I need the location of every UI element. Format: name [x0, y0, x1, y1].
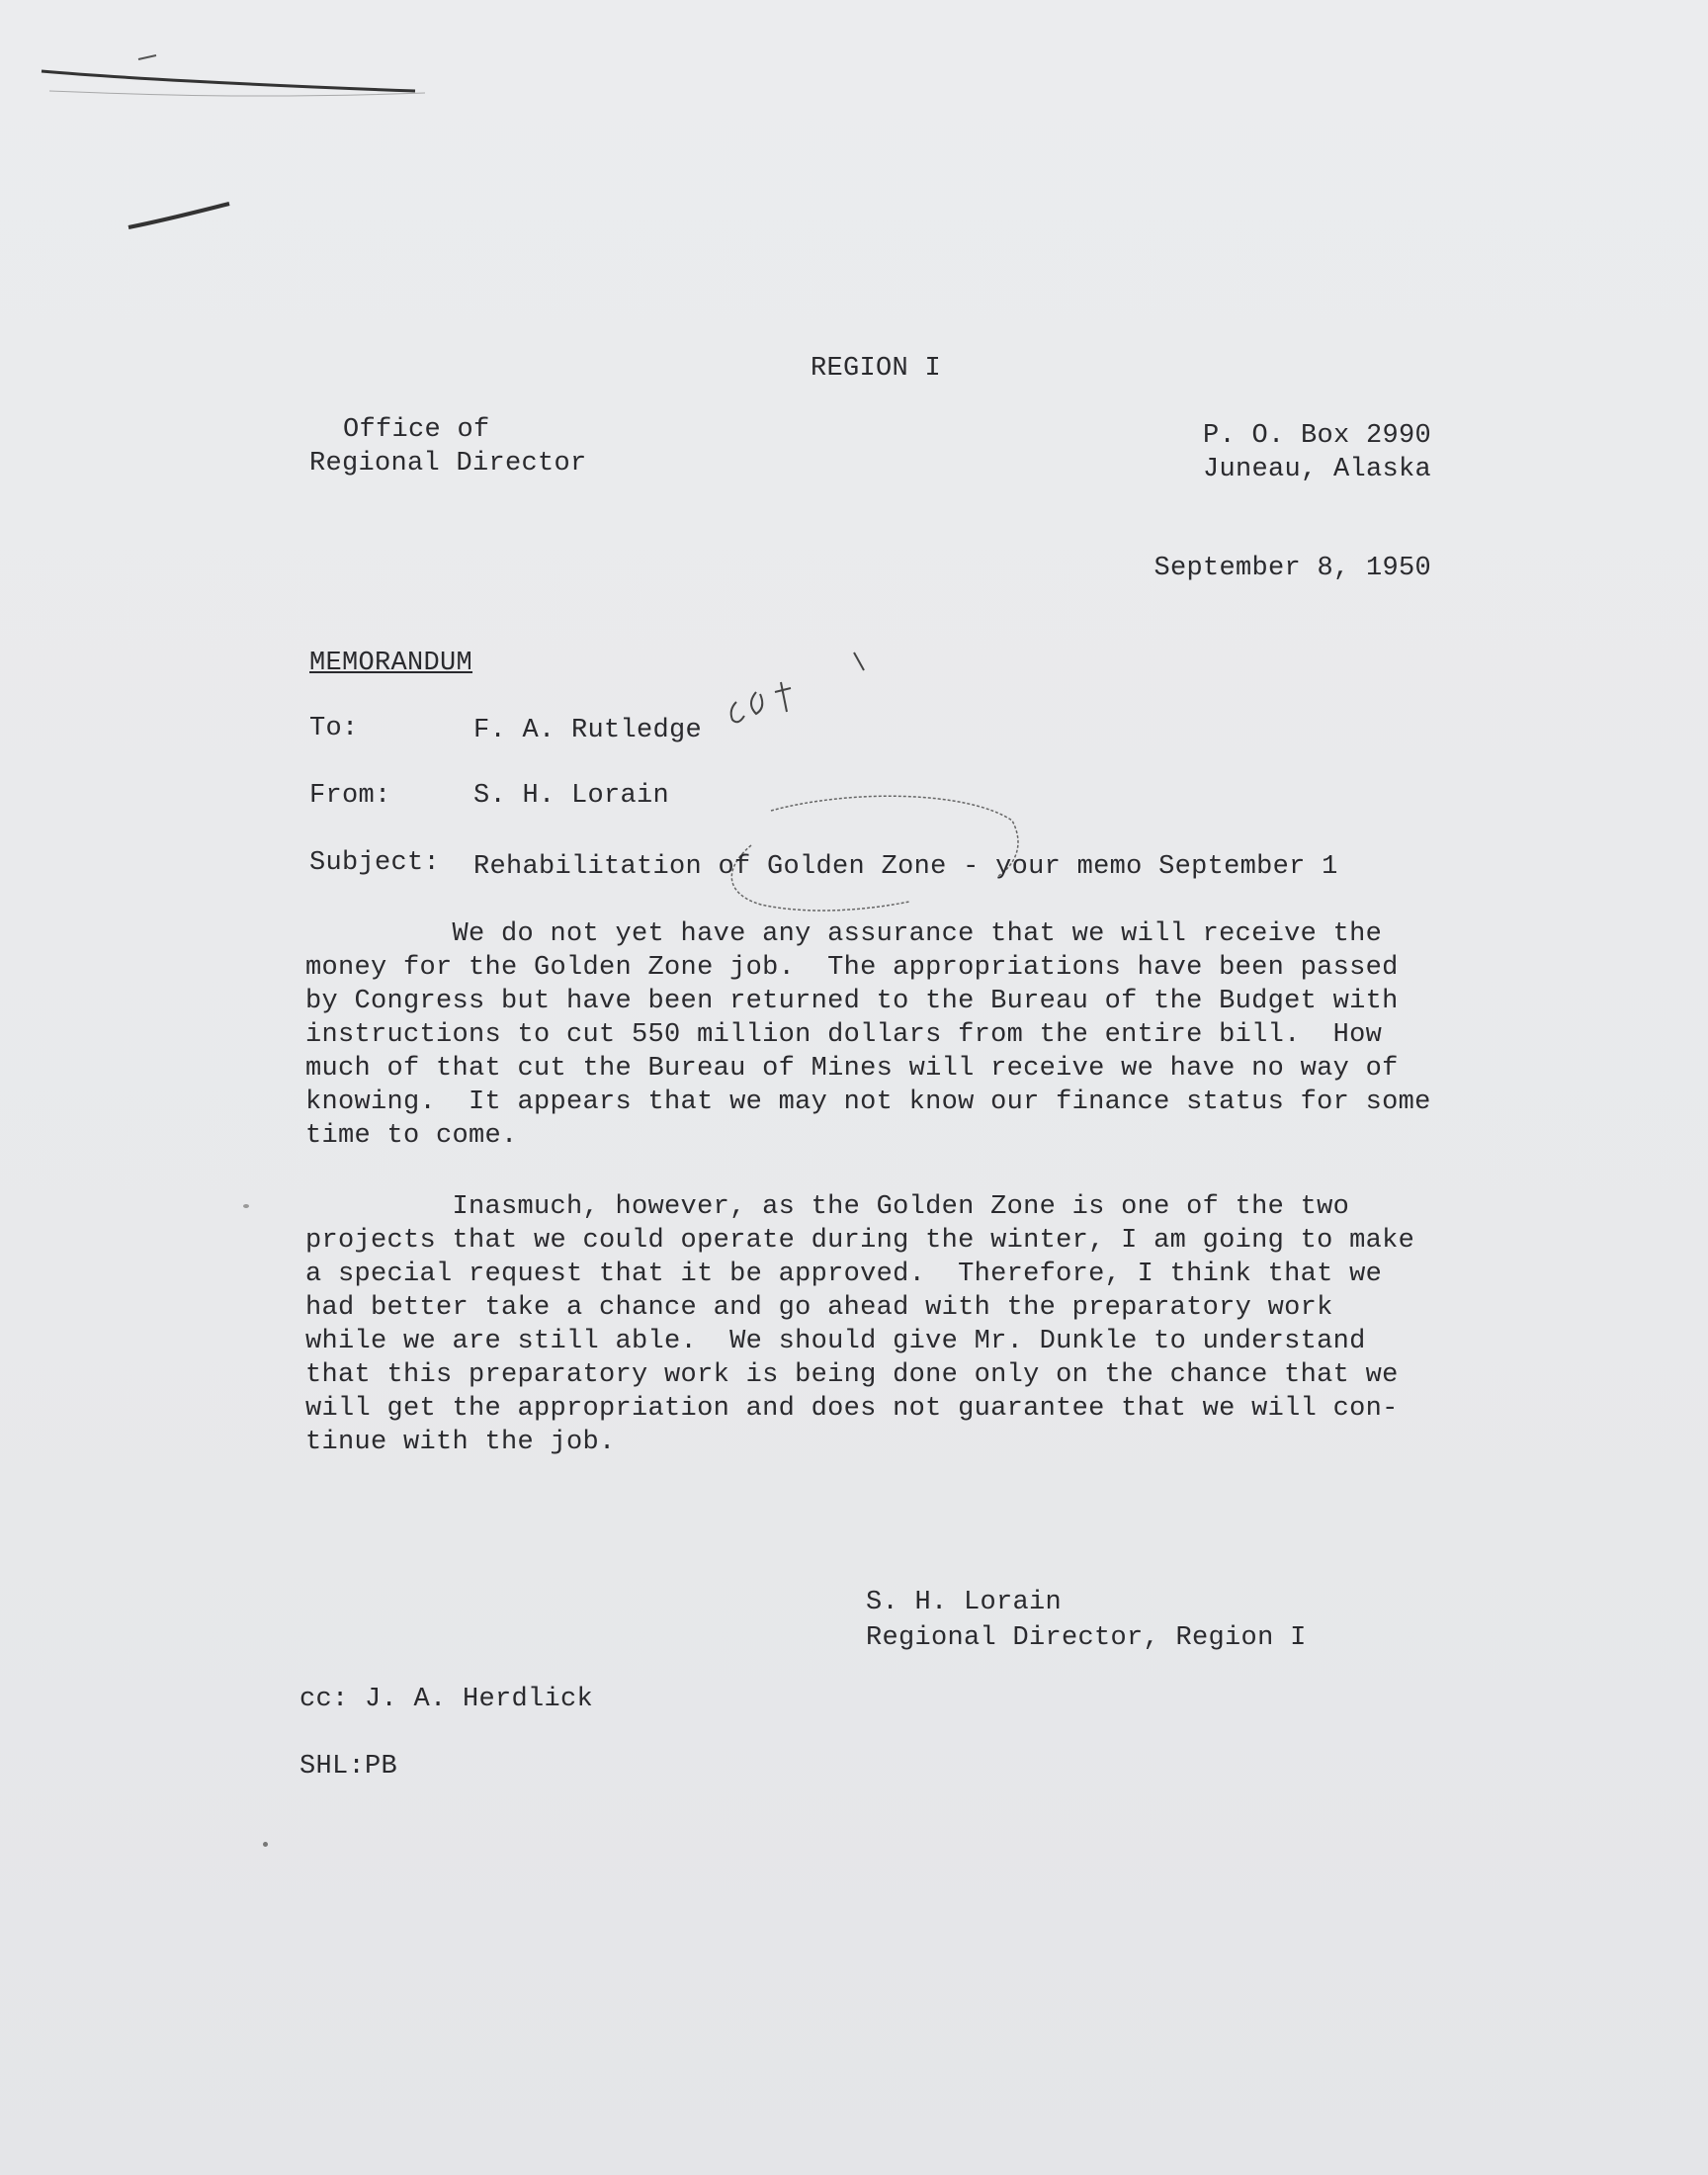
- region-heading: REGION I: [811, 354, 942, 384]
- reference-initials: SHL:PB: [299, 1752, 398, 1782]
- body-line: by Congress but have been returned to the Bureau of the Budget with: [305, 987, 1399, 1016]
- paper-speck: [243, 1204, 249, 1208]
- office-line-2: Regional Director: [309, 449, 587, 478]
- body-line: knowing. It appears that we may not know our finance status for some: [305, 1088, 1431, 1117]
- body-line: will get the appropriation and does not guarantee that we will con-: [305, 1394, 1399, 1424]
- to-value: F. A. Rutledge: [473, 716, 703, 745]
- body-line: a special request that it be approved. Therefore, I think that we: [305, 1260, 1383, 1289]
- body-line: projects that we could operate during the winter, I am going to make: [305, 1226, 1415, 1256]
- body-line: much of that cut the Bureau of Mines will receive we have no way of: [305, 1054, 1399, 1084]
- body-paragraph-2: [305, 1190, 1414, 1459]
- body-line: while we are still able. We should give Mr. Dunkle to understand: [305, 1327, 1366, 1356]
- body-line: We do not yet have any assurance that we will receive the: [305, 919, 1383, 949]
- subject-label: Subject:: [309, 848, 441, 878]
- body-line: tinue with the job.: [305, 1428, 616, 1457]
- signature-title: Regional Director, Region I: [866, 1623, 1307, 1653]
- address-line-1: P. O. Box 2990: [1202, 421, 1431, 451]
- body-line: Inasmuch, however, as the Golden Zone is one of the two: [305, 1192, 1350, 1222]
- body-line: had better take a chance and go ahead with the preparatory work: [305, 1293, 1333, 1323]
- body-line: that this preparatory work is being done only on the chance that we: [305, 1360, 1399, 1390]
- from-label: From:: [309, 781, 391, 811]
- cc-line: cc: J. A. Herdlick: [299, 1685, 594, 1714]
- body-line: money for the Golden Zone job. The appropriations have been passed: [305, 953, 1399, 983]
- office-line-1: Office of: [343, 415, 490, 445]
- body-line: instructions to cut 550 million dollars from the entire bill. How: [305, 1020, 1383, 1050]
- to-label: To:: [309, 714, 359, 743]
- paper-speck: [263, 1842, 268, 1847]
- subject-value: Rehabilitation of Golden Zone - your memo September 1: [473, 852, 1338, 882]
- body-line: time to come.: [305, 1121, 518, 1151]
- address-line-2: Juneau, Alaska: [1202, 455, 1431, 484]
- body-paragraph-1: [305, 917, 1431, 1153]
- memo-date: September 8, 1950: [1153, 554, 1431, 583]
- from-value: S. H. Lorain: [473, 781, 670, 811]
- signature-name: S. H. Lorain: [866, 1588, 1063, 1617]
- memo-type: MEMORANDUM: [309, 649, 473, 678]
